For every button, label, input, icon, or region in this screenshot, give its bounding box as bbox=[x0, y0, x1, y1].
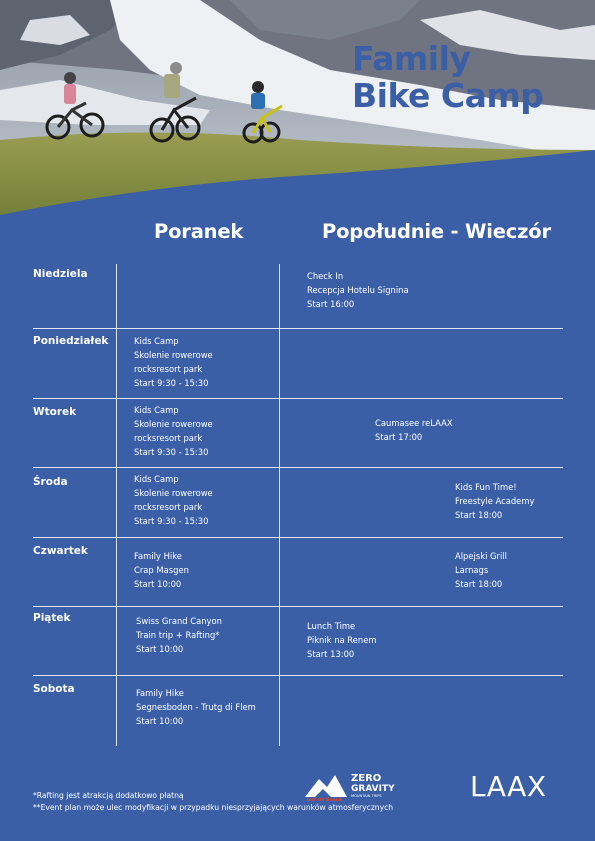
event-line: Family Hike bbox=[136, 688, 184, 698]
morning-cell-saturday bbox=[136, 686, 256, 728]
morning-cell-thursday bbox=[134, 549, 189, 591]
grid-hline bbox=[33, 537, 563, 538]
grid-hline bbox=[33, 675, 563, 676]
day-label-friday: Piątek bbox=[33, 612, 71, 624]
event-line: Start 9:30 - 15:30 bbox=[134, 516, 209, 526]
event-line: Caumasee reLAAX bbox=[375, 418, 453, 428]
event-line: Freestyle Academy bbox=[455, 496, 535, 506]
event-line: Segnesboden - Trutg di Flem bbox=[136, 702, 256, 712]
event-line: Start 18:00 bbox=[455, 579, 503, 589]
afternoon-cell-thursday bbox=[455, 549, 507, 591]
event-line: Start 17:00 bbox=[375, 432, 423, 442]
event-line: Check In bbox=[307, 271, 344, 281]
title-line-2: Bike Camp bbox=[352, 76, 544, 115]
event-line: Start 9:30 - 15:30 bbox=[134, 378, 209, 388]
logo-tag: Get On Board bbox=[307, 798, 342, 803]
event-line: Kids Camp bbox=[134, 336, 179, 346]
day-label-sunday: Niedziela bbox=[33, 268, 88, 280]
event-line: Start 16:00 bbox=[307, 299, 355, 309]
page-title bbox=[352, 40, 543, 114]
grid-hline bbox=[33, 467, 563, 468]
grid-vline-right bbox=[279, 264, 280, 746]
event-line: Kids Camp bbox=[134, 474, 179, 484]
event-line: Start 10:00 bbox=[136, 716, 184, 726]
event-line: Larnags bbox=[455, 565, 489, 575]
afternoon-cell-tuesday bbox=[375, 416, 453, 444]
afternoon-cell-friday bbox=[307, 619, 377, 661]
event-line: Start 10:00 bbox=[136, 644, 184, 654]
event-line: Recepcja Hotelu Signina bbox=[307, 285, 409, 295]
day-label-saturday: Sobota bbox=[33, 683, 75, 695]
event-line: Skolenie rowerowe bbox=[134, 350, 213, 360]
grid-hline bbox=[33, 606, 563, 607]
title-line-1: Family bbox=[352, 39, 471, 78]
event-line: Start 18:00 bbox=[455, 510, 503, 520]
event-line: rocksresort park bbox=[134, 364, 203, 374]
morning-cell-wednesday bbox=[134, 472, 213, 528]
event-line: Alpejski Grill bbox=[455, 551, 507, 561]
footnote-weather: **Event plan może ulec modyfikacji w przypadku niesprzyjających warunków atmosferycznych bbox=[33, 803, 394, 812]
hero-image bbox=[0, 0, 595, 230]
event-line: Kids Fun Time! bbox=[455, 482, 517, 492]
logo-mountain-trips: MOUNTAIN TRIPS bbox=[351, 794, 382, 798]
afternoon-cell-wednesday bbox=[455, 480, 534, 522]
morning-cell-tuesday bbox=[134, 403, 213, 459]
zero-gravity-logo bbox=[305, 767, 405, 803]
grid-hline bbox=[33, 328, 563, 329]
footnote-rafting: *Rafting jest atrakcją dodatkowo płatną bbox=[33, 791, 184, 800]
column-header-morning: Poranek bbox=[154, 220, 244, 243]
event-line: Family Hike bbox=[134, 551, 182, 561]
event-line: Swiss Grand Canyon bbox=[136, 616, 222, 626]
column-header-afternoon: Popołudnie - Wieczór bbox=[322, 220, 551, 243]
grid-hline bbox=[33, 398, 563, 399]
event-line: Lunch Time bbox=[307, 621, 356, 631]
event-line: Skolenie rowerowe bbox=[134, 488, 213, 498]
event-line: rocksresort park bbox=[134, 502, 203, 512]
morning-cell-monday bbox=[134, 334, 213, 390]
laax-logo: LAAX bbox=[470, 770, 547, 803]
grid-vline-left bbox=[116, 264, 117, 746]
event-line: Kids Camp bbox=[134, 405, 179, 415]
morning-cell-friday bbox=[136, 614, 222, 656]
day-label-wednesday: Środa bbox=[33, 476, 68, 488]
event-line: Start 10:00 bbox=[134, 579, 182, 589]
logo-zero: ZERO bbox=[351, 773, 382, 784]
logo-gravity: GRAVITY bbox=[351, 784, 395, 794]
event-line: Start 9:30 - 15:30 bbox=[134, 447, 209, 457]
event-line: Crap Masgen bbox=[134, 565, 189, 575]
day-label-thursday: Czwartek bbox=[33, 545, 88, 557]
event-line: Piknik na Renem bbox=[307, 635, 377, 645]
day-label-tuesday: Wtorek bbox=[33, 406, 77, 418]
event-line: rocksresort park bbox=[134, 433, 203, 443]
day-label-monday: Poniedziałek bbox=[33, 335, 109, 347]
event-line: Skolenie rowerowe bbox=[134, 419, 213, 429]
event-line: Train trip + Rafting* bbox=[136, 630, 220, 640]
afternoon-cell-sunday bbox=[307, 269, 409, 311]
event-line: Start 13:00 bbox=[307, 649, 355, 659]
